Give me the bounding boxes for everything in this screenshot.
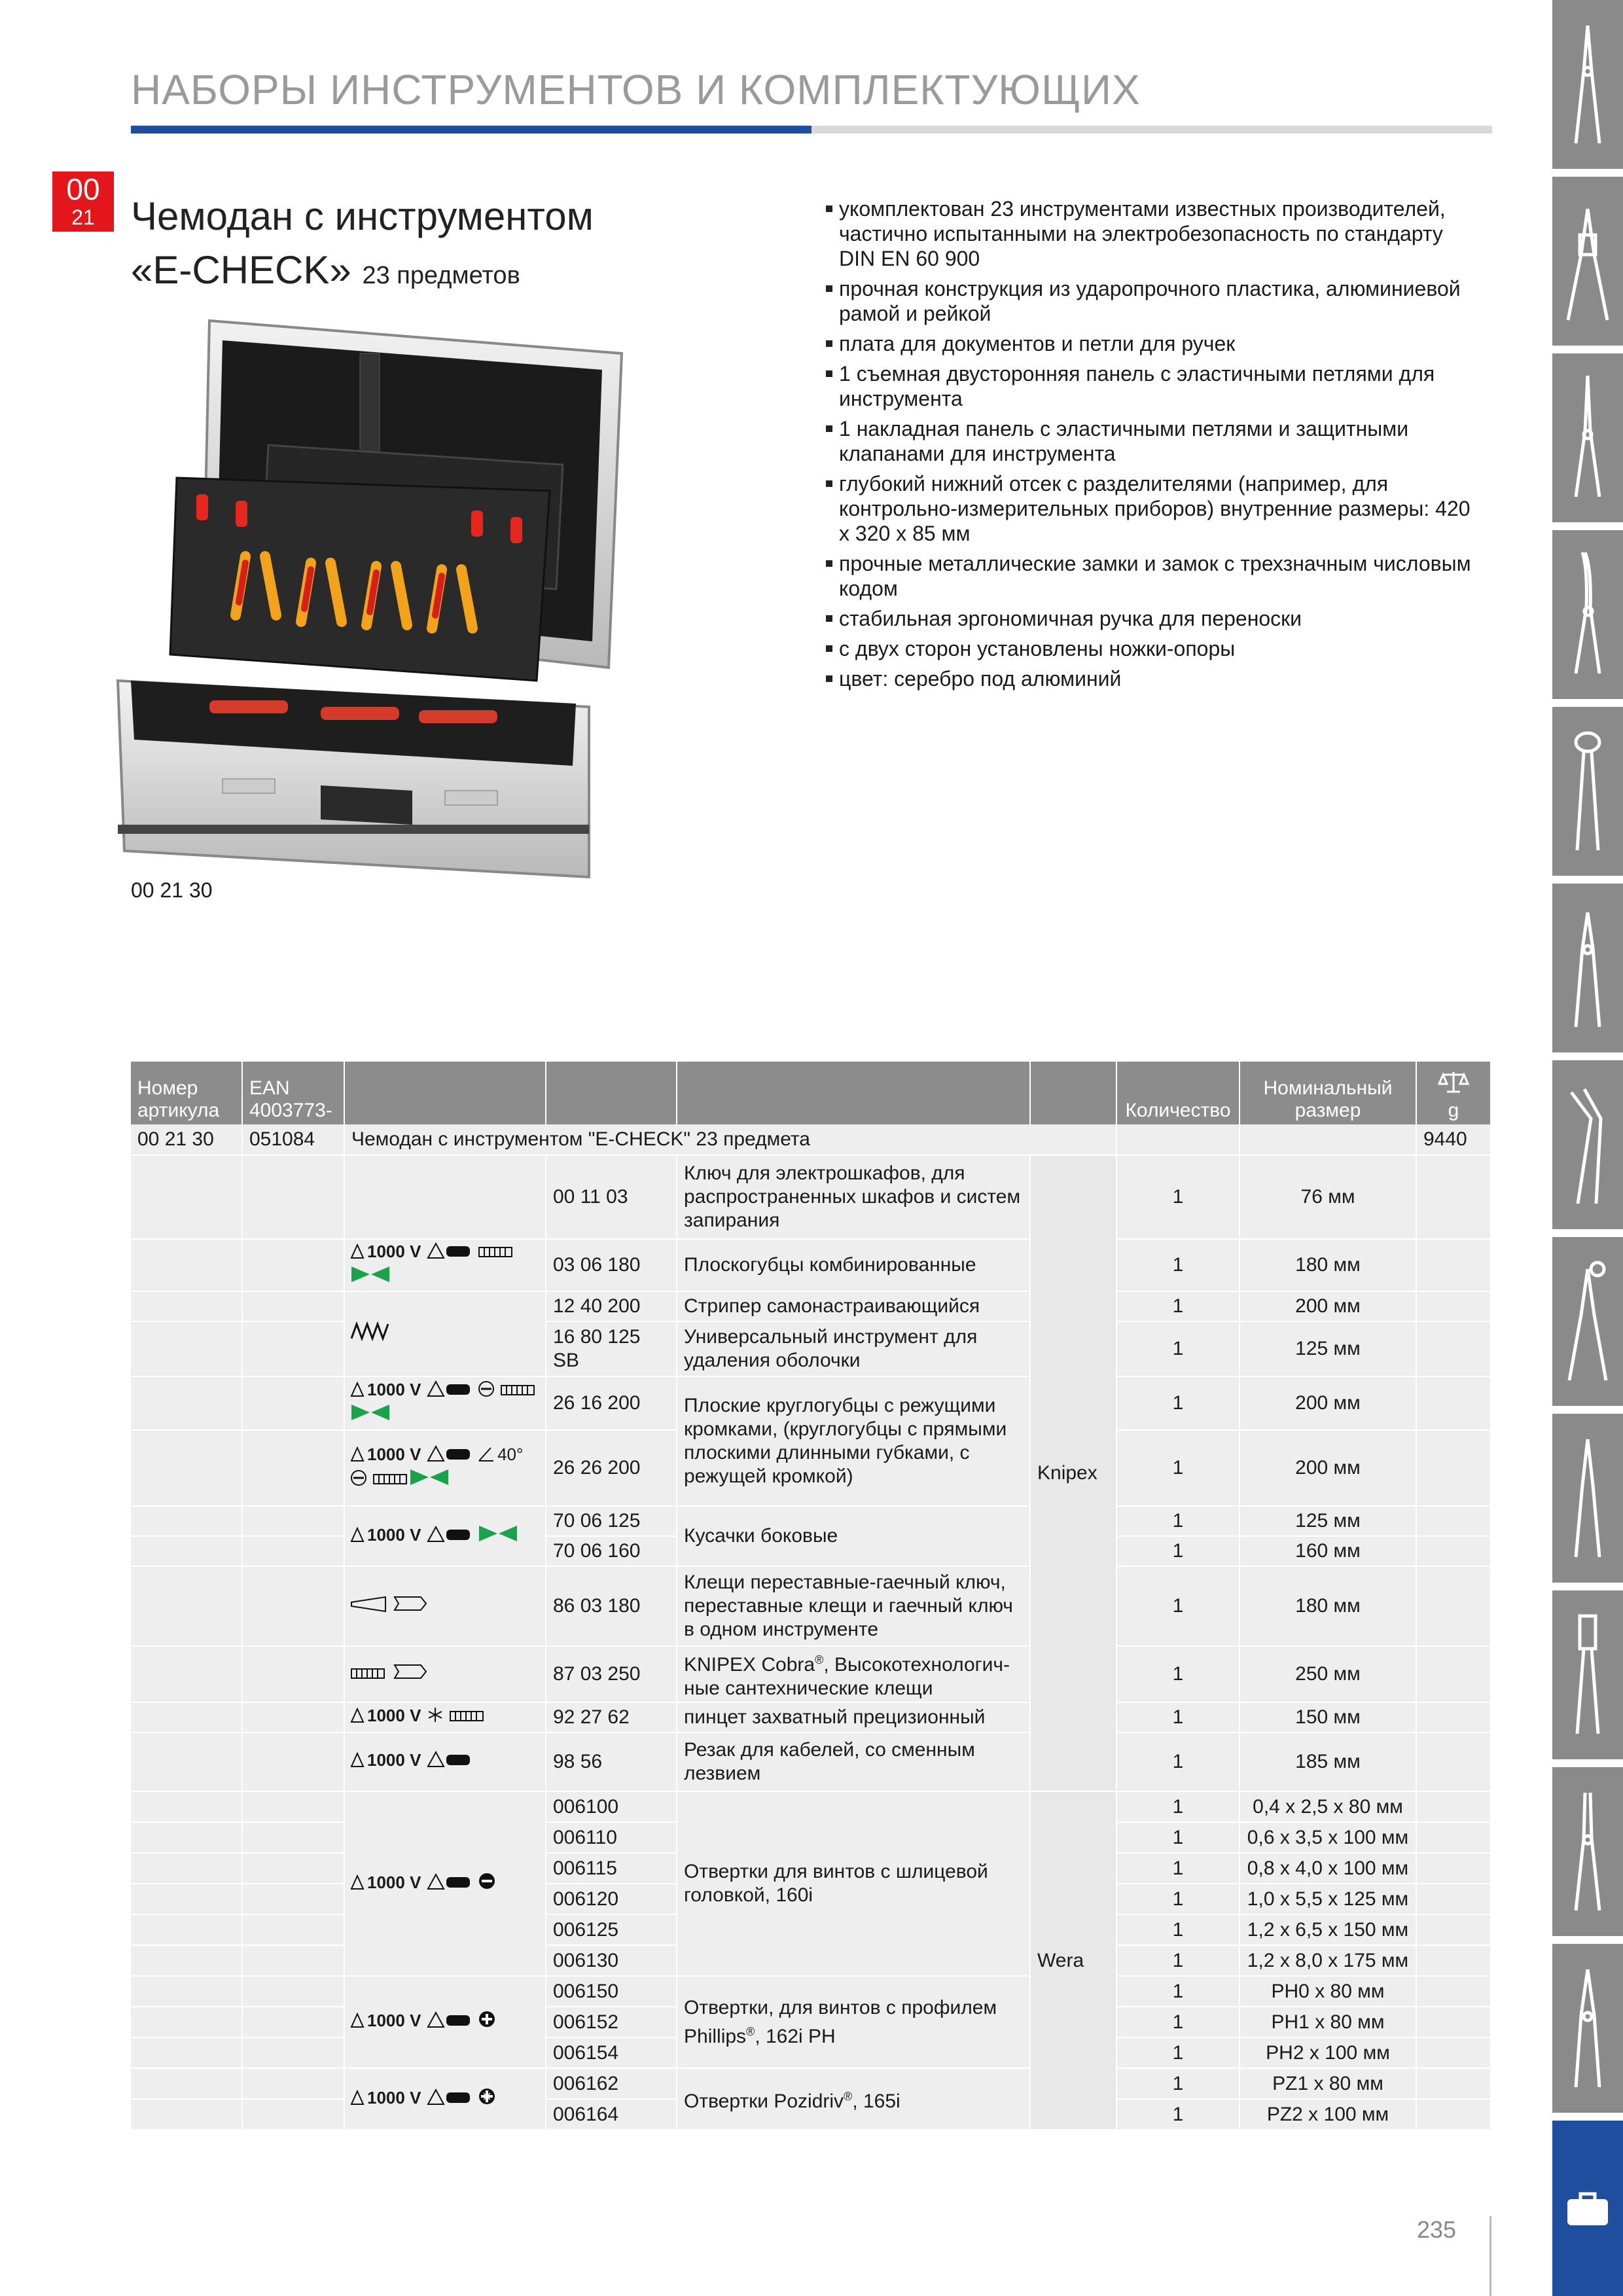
zigzag-blade-icon [350, 1321, 389, 1341]
cell-size: 185 мм [1240, 1732, 1416, 1791]
cell-empty [1416, 1239, 1491, 1291]
cell-code: 26 16 200 [546, 1376, 677, 1430]
combination-pliers-icon[interactable] [1552, 1944, 1623, 2117]
cell-size: 200 мм [1240, 1430, 1416, 1506]
green-grip-icon [478, 1524, 518, 1543]
cell-code: 03 06 180 [546, 1239, 677, 1291]
insulated-icon [427, 1242, 473, 1259]
voltage-label: 1000 V [367, 1241, 421, 1261]
voltage-label: 1000 V [367, 1444, 421, 1464]
header-nominal-size: Номинальный размер [1240, 1062, 1416, 1124]
green-grip-icon [350, 1403, 391, 1422]
grip-icon [500, 1383, 537, 1397]
cell-empty [131, 2068, 242, 2099]
toolcase-icon[interactable] [1552, 2121, 1623, 2296]
cell-code: 006125 [546, 1914, 677, 1945]
needle-nose-pliers-icon[interactable] [1552, 0, 1623, 173]
cell-empty [131, 1884, 242, 1914]
cell-empty [1416, 1321, 1491, 1376]
header-icons [344, 1062, 546, 1124]
table-header-row [131, 1062, 1491, 1124]
vde-1000v-icon [350, 2088, 421, 2108]
table-row [131, 1791, 1491, 1822]
wedge-icon [350, 1596, 387, 1613]
header-weight [1416, 1062, 1491, 1124]
cell-empty [131, 1822, 242, 1853]
cell-desc: Стрипер самонастраивающийся [677, 1291, 1030, 1321]
cell-code: 006115 [546, 1853, 677, 1884]
snowflake-icon [427, 1706, 444, 1723]
cell-qty: 1 [1116, 1506, 1240, 1536]
slotted-icon [478, 1380, 495, 1397]
cell-empty [1240, 1124, 1416, 1155]
cell-desc [677, 1976, 1030, 2068]
cell-desc [677, 2068, 1030, 2130]
feature-item: укомплектован 23 инструментами известных производителей, частично испытанными на электробезопасность по стандарту DIN EN 60 900 [826, 196, 1480, 271]
stripping-pliers-icon[interactable] [1552, 1237, 1623, 1410]
cell-empty [242, 1321, 344, 1376]
feature-item: 1 накладная панель с эластичными петлями и защитными клапанами для инструмента [826, 416, 1480, 466]
header-rule [131, 126, 1492, 134]
feature-item: прочная конструкция из ударопрочного пластика, алюминиевой рамой и рейкой [826, 276, 1480, 326]
cell-empty [1416, 1976, 1491, 2007]
title-suffix: 23 предметов [362, 262, 520, 289]
table-row [131, 1732, 1491, 1791]
cell-empty [131, 1430, 242, 1506]
cell-size: 1,2 x 8,0 x 175 мм [1240, 1945, 1416, 1976]
cell-empty [1416, 1853, 1491, 1884]
long-nose-pliers-icon[interactable] [1552, 353, 1623, 526]
cell-empty [1416, 2068, 1491, 2099]
cell-empty [1416, 1566, 1491, 1646]
cell-empty [1416, 1822, 1491, 1853]
voltage-label: 1000 V [367, 2011, 421, 2030]
water-pump-pliers-icon[interactable] [1552, 1060, 1623, 1233]
table-row [131, 1702, 1491, 1732]
cell-empty [242, 1291, 344, 1321]
product-title [131, 190, 594, 302]
cell-icons [344, 1430, 546, 1506]
cell-qty: 1 [1116, 1566, 1240, 1646]
cell-qty: 1 [1116, 1914, 1240, 1945]
cell-code: 70 06 125 [546, 1506, 677, 1536]
cell-icons [344, 1702, 546, 1732]
header-quantity: Количество [1116, 1062, 1240, 1124]
cell-qty: 1 [1116, 1732, 1240, 1791]
cell-empty [242, 1430, 344, 1506]
cell-qty: 1 [1116, 1376, 1240, 1430]
vde-1000v-icon [350, 2011, 421, 2030]
product-photo [105, 314, 628, 903]
insulated-icon [427, 1873, 473, 1890]
cell-empty [131, 1791, 242, 1822]
voltage-label: 1000 V [367, 1750, 421, 1770]
cell-qty: 1 [1116, 1536, 1240, 1566]
cell-empty [1416, 1291, 1491, 1321]
table-row [131, 1376, 1491, 1430]
snipe-nose-pliers-icon[interactable] [1552, 1414, 1623, 1587]
cell-empty [242, 2068, 344, 2099]
cell-icons [344, 1976, 546, 2068]
phillips-icon [478, 2010, 496, 2028]
page-header: НАБОРЫ ИНСТРУМЕНТОВ И КОМПЛЕКТУЮЩИХ [131, 66, 1141, 113]
vde-1000v-icon [350, 1444, 421, 1464]
header-ean: EAN 4003773- [242, 1062, 344, 1124]
angle-icon [478, 1444, 523, 1464]
cell-qty: 1 [1116, 1291, 1240, 1321]
cell-empty [242, 1791, 344, 1822]
header-description [677, 1062, 1030, 1124]
cell-code: 87 03 250 [546, 1646, 677, 1702]
cell-code: 006162 [546, 2068, 677, 2099]
feature-list [826, 196, 1480, 696]
registered-mark: ® [815, 1653, 824, 1666]
cell-empty [131, 1646, 242, 1702]
feature-item: стабильная эргономичная ручка для переноски [826, 606, 1480, 631]
cell-empty [131, 1566, 242, 1646]
cell-empty [242, 1822, 344, 1853]
cell-empty [131, 1853, 242, 1884]
crimping-pliers-icon[interactable] [1552, 177, 1623, 350]
table-row [131, 1291, 1491, 1321]
green-grip-icon [409, 1468, 450, 1486]
cell-size: PH0 x 80 мм [1240, 1976, 1416, 2007]
cell-empty [242, 1376, 344, 1430]
cell-manufacturer-knipex: Knipex [1030, 1155, 1116, 1791]
table-row [131, 1239, 1491, 1291]
vde-1000v-icon [350, 1873, 421, 1892]
desc-part: , Высокотехнологич-ные сантехнические клещи [684, 1654, 1010, 1699]
cell-size: 1,2 x 6,5 x 150 мм [1240, 1914, 1416, 1945]
cell-size: 0,6 x 3,5 x 100 мм [1240, 1822, 1416, 1853]
slotted-icon [478, 1872, 496, 1890]
cell-desc: Универсальный инструмент для удаления оболочки [677, 1321, 1030, 1376]
table-row [131, 1506, 1491, 1536]
cell-code: 006100 [546, 1791, 677, 1822]
cell-empty [242, 1155, 344, 1239]
cell-desc: пинцет захватный прецизионный [677, 1702, 1030, 1732]
cell-code: 006164 [546, 2099, 677, 2130]
cell-empty [1416, 1914, 1491, 1945]
voltage-label: 1000 V [367, 2087, 421, 2108]
cell-desc: Кусачки боковые [677, 1506, 1030, 1566]
cell-size: PZ2 x 100 мм [1240, 2099, 1416, 2130]
cell-code: 006110 [546, 1822, 677, 1853]
vde-1000v-icon [350, 1380, 421, 1399]
cell-code: 16 80 125 SB [546, 1321, 677, 1376]
wrench-jaw-icon [392, 1662, 429, 1681]
cell-qty: 1 [1116, 2007, 1240, 2037]
cell-desc: Плоские круглогубцы с режущими кромками, (круглогубцы с прямыми плоскими длинными губками, с режущей кромкой) [677, 1376, 1030, 1506]
voltage-label: 1000 V [367, 1524, 421, 1545]
cell-empty [1416, 1702, 1491, 1732]
cell-qty: 1 [1116, 1976, 1240, 2007]
cell-empty [242, 1976, 344, 2007]
cell-empty [131, 2099, 242, 2130]
cell-empty [242, 2099, 344, 2130]
grip-icon [449, 1709, 486, 1723]
cell-empty [131, 1376, 242, 1430]
cell-empty [131, 1291, 242, 1321]
cell-icons [344, 2068, 546, 2130]
cell-code: 92 27 62 [546, 1702, 677, 1732]
table-row [131, 1566, 1491, 1646]
cell-empty [242, 2007, 344, 2037]
pozidriv-icon [478, 2087, 496, 2106]
cell-empty [242, 1914, 344, 1945]
cell-empty [131, 1976, 242, 2007]
cell-empty [242, 1239, 344, 1291]
cell-empty [131, 1536, 242, 1566]
cell-size: 0,4 x 2,5 x 80 мм [1240, 1791, 1416, 1822]
vde-1000v-icon [350, 1750, 421, 1770]
cell-empty [242, 1884, 344, 1914]
riveting-pliers-icon[interactable] [1552, 1590, 1623, 1763]
cell-empty [242, 1853, 344, 1884]
vde-1000v-icon [350, 1706, 421, 1725]
cell-qty: 1 [1116, 1702, 1240, 1732]
header-code [546, 1062, 677, 1124]
angle-label: 40° [497, 1444, 524, 1464]
insulated-icon [427, 1445, 473, 1462]
cell-qty: 1 [1116, 1321, 1240, 1376]
cell-size: 0,8 x 4,0 x 100 мм [1240, 1853, 1416, 1884]
cell-qty: 1 [1116, 1853, 1240, 1884]
cell-article-no: 00 21 30 [131, 1124, 242, 1155]
vde-1000v-icon [350, 1242, 421, 1261]
table-row [131, 1976, 1491, 2007]
cell-qty: 1 [1116, 1884, 1240, 1914]
grip-icon [478, 1245, 514, 1259]
cell-size: PH1 x 80 мм [1240, 2007, 1416, 2037]
weight-unit: g [1448, 1100, 1459, 1121]
cell-manufacturer-wera: Wera [1030, 1791, 1116, 2130]
feature-item: 1 съемная двусторонняя панель с эластичными петлями для инструмента [826, 361, 1480, 411]
cell-empty [131, 1702, 242, 1732]
cell-qty: 1 [1116, 1791, 1240, 1822]
cell-qty: 1 [1116, 1646, 1240, 1702]
registered-mark: ® [746, 2024, 755, 2038]
cell-weight: 9440 [1416, 1124, 1491, 1155]
table-row [131, 1321, 1491, 1376]
cell-empty [1416, 1506, 1491, 1536]
cell-empty [242, 1566, 344, 1646]
cell-empty [1416, 1536, 1491, 1566]
cell-qty: 1 [1116, 2068, 1240, 2099]
page-number: 235 [1417, 2216, 1457, 2243]
cell-size: 250 мм [1240, 1646, 1416, 1702]
grip-icon [372, 1472, 409, 1486]
cell-code: 86 03 180 [546, 1566, 677, 1646]
cell-size: 1,0 x 5,5 x 125 мм [1240, 1884, 1416, 1914]
cell-qty: 1 [1116, 2037, 1240, 2068]
cell-icons [344, 1291, 546, 1376]
cell-empty [131, 1945, 242, 1976]
voltage-label: 1000 V [367, 1872, 421, 1892]
cell-code: 12 40 200 [546, 1291, 677, 1321]
cell-empty [131, 1321, 242, 1376]
table-row [131, 1646, 1491, 1702]
cell-qty: 1 [1116, 1239, 1240, 1291]
registered-mark: ® [844, 2090, 853, 2103]
cell-empty [1416, 1376, 1491, 1430]
cell-icons [344, 1376, 546, 1430]
cell-empty [131, 2037, 242, 2068]
cell-desc: Резак для кабелей, со сменным лезвием [677, 1732, 1030, 1791]
vde-1000v-icon [350, 1525, 421, 1545]
cell-size: 125 мм [1240, 1506, 1416, 1536]
cell-icons [344, 1646, 546, 1702]
cell-ean: 051084 [242, 1124, 344, 1155]
cell-size: PZ1 x 80 мм [1240, 2068, 1416, 2099]
cell-size: 125 мм [1240, 1321, 1416, 1376]
cell-size: 180 мм [1240, 1239, 1416, 1291]
cell-empty [242, 1945, 344, 1976]
cell-empty [1416, 1646, 1491, 1702]
desc-part: , 162i PH [755, 2025, 836, 2047]
voltage-label: 1000 V [367, 1379, 421, 1399]
voltage-label: 1000 V [367, 1706, 421, 1725]
cell-empty [131, 1732, 242, 1791]
feature-item: с двух сторон установлены ножки-опоры [826, 636, 1480, 661]
insulated-icon [427, 1526, 473, 1543]
cell-qty: 1 [1116, 2099, 1240, 2130]
title-line2: «E-CHECK» [131, 248, 351, 292]
cell-empty [131, 2007, 242, 2037]
cell-empty [1416, 1732, 1491, 1791]
cell-empty [1416, 1791, 1491, 1822]
insulated-icon [427, 2011, 473, 2028]
cell-code: 006152 [546, 2007, 677, 2037]
desc-part: , 165i [852, 2090, 901, 2112]
cell-code: 26 26 200 [546, 1430, 677, 1506]
cell-icons [344, 1732, 546, 1791]
cell-empty [1116, 1124, 1240, 1155]
cell-desc: Плоскогубцы комбинированные [677, 1239, 1030, 1291]
header-article-no: Номер артикула [131, 1062, 242, 1124]
cell-code: 00 11 03 [546, 1155, 677, 1239]
cell-size: 150 мм [1240, 1702, 1416, 1732]
cell-desc [677, 1646, 1030, 1702]
badge-line2: 21 [71, 206, 95, 229]
cell-code: 98 56 [546, 1732, 677, 1791]
cell-size: 180 мм [1240, 1566, 1416, 1646]
cell-code: 006130 [546, 1945, 677, 1976]
cell-size: 160 мм [1240, 1536, 1416, 1566]
cell-empty [242, 1646, 344, 1702]
end-cutter-icon[interactable] [1552, 707, 1623, 880]
cell-empty [242, 1506, 344, 1536]
green-grip-icon [350, 1265, 391, 1283]
cell-icons [344, 1566, 546, 1646]
cell-qty: 1 [1116, 1945, 1240, 1976]
cell-size: 200 мм [1240, 1291, 1416, 1321]
cell-icons [344, 1155, 546, 1239]
cell-empty [131, 1155, 242, 1239]
cell-code: 006154 [546, 2037, 677, 2068]
title-line1: Чемодан с инструментом [131, 194, 594, 238]
desc-part: KNIPEX Cobra [684, 1654, 815, 1676]
circlip-pliers-icon[interactable] [1552, 1767, 1623, 1940]
page-number-rule [1489, 2216, 1491, 2296]
insulated-icon [427, 1751, 473, 1768]
side-tabs [1552, 0, 1623, 2296]
bent-nose-pliers-icon[interactable] [1552, 530, 1623, 703]
insulated-icon [427, 1380, 473, 1397]
cell-qty: 1 [1116, 1430, 1240, 1506]
cell-qty: 1 [1116, 1155, 1240, 1239]
cell-size: 76 мм [1240, 1155, 1416, 1239]
cell-icons [344, 1239, 546, 1291]
wrench-jaw-icon [392, 1594, 429, 1613]
photo-caption: 00 21 30 [131, 878, 213, 902]
scale-icon [1438, 1069, 1469, 1094]
badge-line1: 00 [66, 172, 100, 206]
header-rule-accent [131, 126, 812, 134]
cell-code: 006120 [546, 1884, 677, 1914]
feature-item: цвет: серебро под алюминий [826, 666, 1480, 691]
feature-item: плата для документов и петли для ручек [826, 331, 1480, 356]
feature-item: глубокий нижний отсек с разделителями (например, для контрольно-измерительных приборов) внутренние размеры: 420 x 320 x 85 мм [826, 471, 1480, 546]
insulated-icon [427, 2089, 473, 2106]
section-badge [52, 171, 114, 232]
feature-item: прочные металлические замки и замок с трехзначным числовым кодом [826, 551, 1480, 601]
cell-empty [1416, 2007, 1491, 2037]
cell-empty [131, 1914, 242, 1945]
desc-part: Отвертки Pozidriv [684, 2090, 844, 2112]
grip-icon [350, 1666, 387, 1681]
cell-size: PH2 x 100 мм [1240, 2037, 1416, 2068]
cell-empty [242, 1732, 344, 1791]
table-row [131, 2068, 1491, 2099]
cell-empty [131, 1506, 242, 1536]
table-row [131, 1155, 1491, 1239]
cell-empty [1416, 1430, 1491, 1506]
cell-code: 70 06 160 [546, 1536, 677, 1566]
cell-empty [1416, 1155, 1491, 1239]
header-manufacturer [1030, 1062, 1116, 1124]
cell-icons [344, 1791, 546, 1976]
spec-table [131, 1062, 1491, 2130]
cell-empty [1416, 2099, 1491, 2130]
cell-empty [242, 1702, 344, 1732]
cell-empty [1416, 2037, 1491, 2068]
cell-empty [1416, 1945, 1491, 1976]
desc-part: Отвертки, для винтов с профилем Phillips [684, 1996, 997, 2047]
table-row-main [131, 1124, 1491, 1155]
cell-empty [131, 1239, 242, 1291]
cell-qty: 1 [1116, 1822, 1240, 1853]
cell-description: Чемодан с инструментом "E-CHECK" 23 предмета [344, 1124, 1116, 1155]
cell-desc: Ключ для электрошкафов, для распространенных шкафов и систем запирания [677, 1155, 1030, 1239]
cell-empty [242, 2037, 344, 2068]
cell-icons [344, 1506, 546, 1566]
cell-desc: Отвертки для винтов с шлицевой головкой, 160i [677, 1791, 1030, 1976]
cell-size: 200 мм [1240, 1376, 1416, 1430]
slotted-icon [350, 1469, 367, 1486]
cell-empty [1416, 1884, 1491, 1914]
diagonal-cutter-icon[interactable] [1552, 884, 1623, 1056]
cell-desc: Клещи переставные-гаечный ключ, переставные клещи и гаечный ключ в одном инструменте [677, 1566, 1030, 1646]
cell-empty [242, 1536, 344, 1566]
cell-code: 006150 [546, 1976, 677, 2007]
